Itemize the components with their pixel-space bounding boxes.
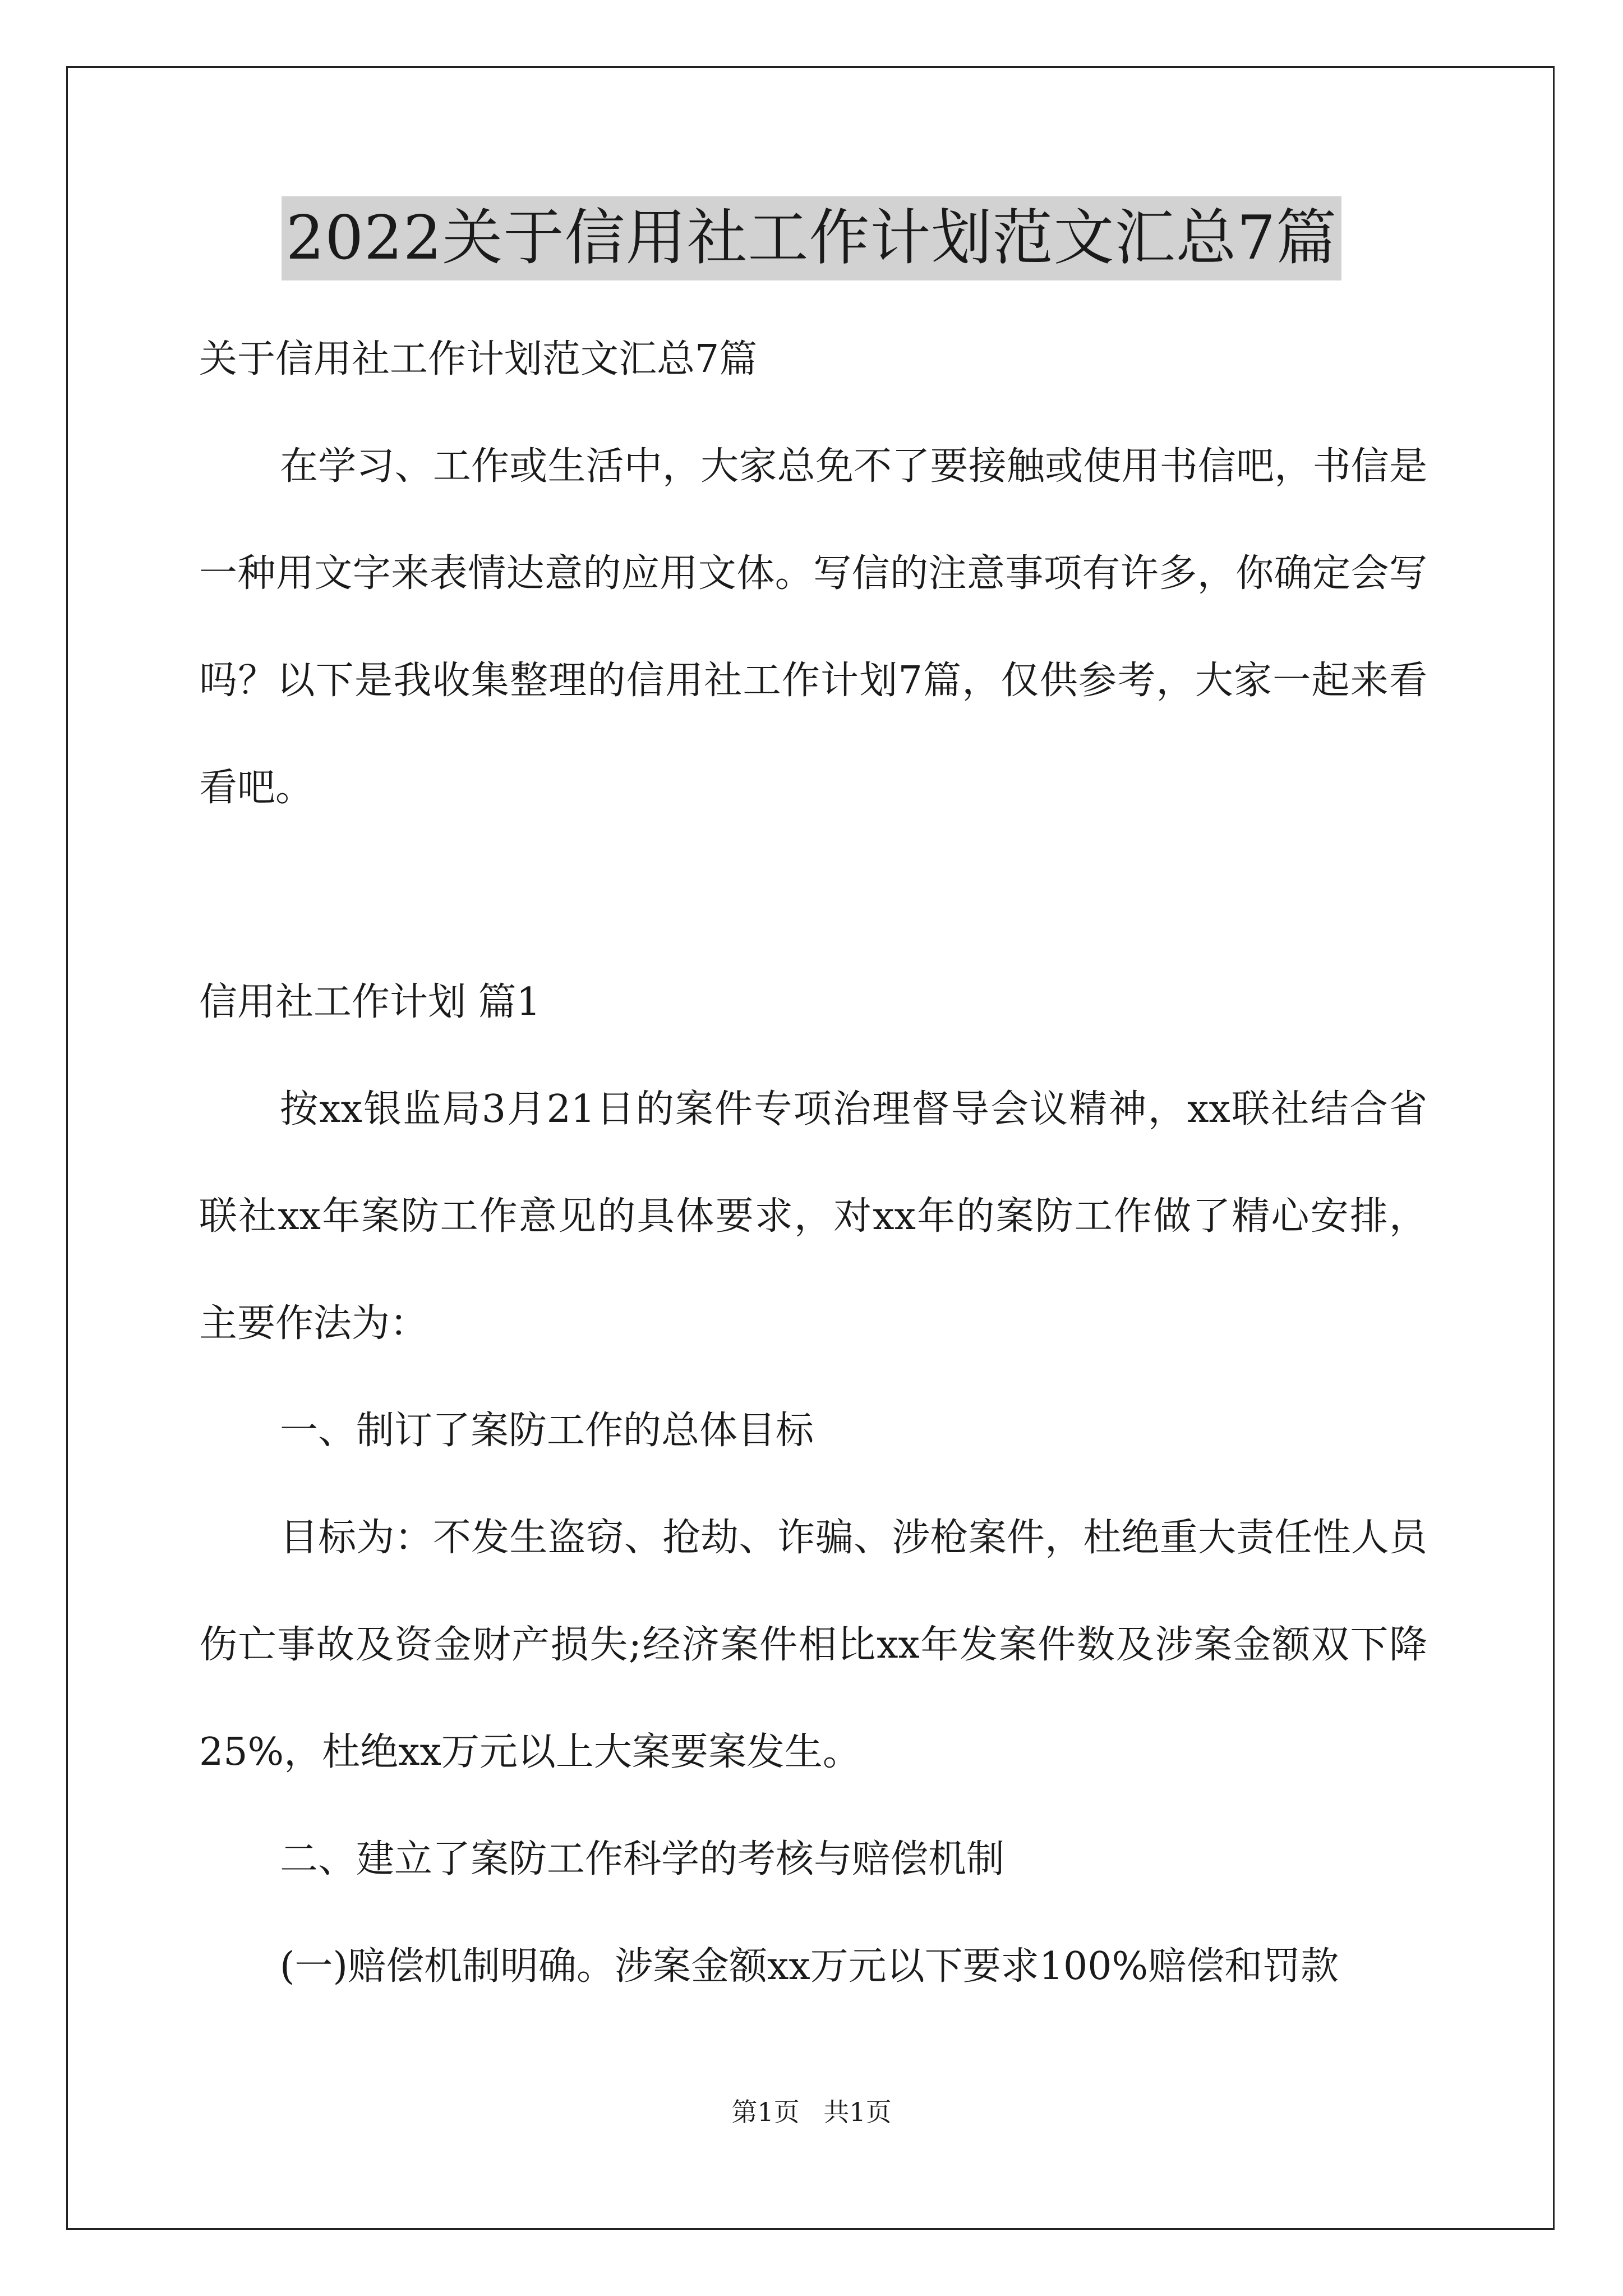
title-container (0, 196, 1623, 280)
document-title: 2022关于信用社工作计划范文汇总7篇 (282, 196, 1342, 280)
subheading-2: 二、建立了案防工作科学的考核与赔偿机制 (280, 1837, 1005, 1881)
body-paragraph: 目标为：不发生盗窃、抢劫、诈骗、涉枪案件，杜绝重大责任性人员伤亡事故及资金财产损失;经济案件相比xx年发案件数及涉案金额双下降25%，杜绝xx万元以上大案要案发生。 (199, 1516, 1427, 1774)
body-paragraph: (一)赔偿机制明确。涉案金额xx万元以下要求100%赔偿和罚款 (280, 1944, 1339, 1989)
intro-paragraph: 在学习、工作或生活中，大家总免不了要接触或使用书信吧，书信是一种用文字来表情达意的应用文体。写信的注意事项有许多，你确定会写吗？以下是我收集整理的信用社工作计划7篇，仅供参考，大家一起来看看吧。 (199, 444, 1427, 810)
page-total: 共1页 (823, 2097, 892, 2127)
document-subtitle: 关于信用社工作计划范文汇总7篇 (199, 337, 758, 381)
page-footer (0, 2095, 1623, 2129)
spacer (199, 841, 1427, 949)
document-body (199, 306, 1427, 2020)
subheading-1: 一、制订了案防工作的总体目标 (280, 1409, 814, 1453)
body-paragraph: 按xx银监局3月21日的案件专项治理督导会议精神，xx联社结合省联社xx年案防工作意见的具体要求，对xx年的案防工作做了精心安排，主要作法为： (199, 1087, 1427, 1346)
section-heading: 信用社工作计划 篇1 (199, 980, 541, 1024)
page-number: 第1页 (731, 2097, 800, 2127)
